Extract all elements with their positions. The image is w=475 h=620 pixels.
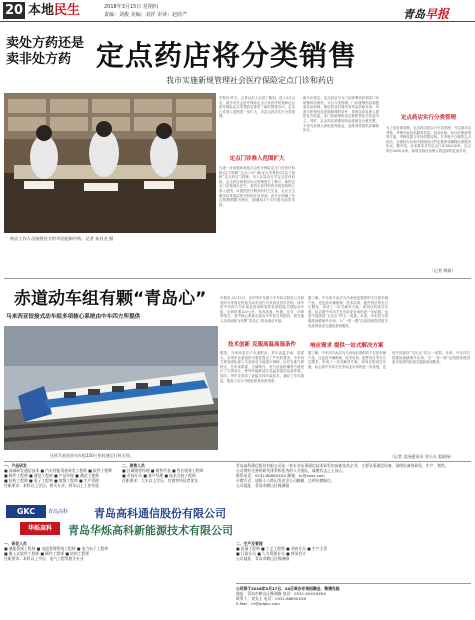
story2-section-head-1: 技术创新 克服高温高湿条件	[228, 342, 296, 348]
job-fair-line: 地址：青岛市崂山区株洲路 电话：0532-XXXXXXXX	[236, 591, 327, 596]
ad-row: ■ 储能系统工程师 ■ 电池管理系统工程师 ■ 电力电子工程师	[4, 546, 109, 551]
story1-kicker	[6, 36, 92, 68]
ad-row: ■ 结构工程师 ■ 电子工程师 ■ 射频工程师 ■ 生产管理	[4, 478, 99, 483]
gkc-sub: 青岛高科	[48, 509, 69, 515]
header-bar	[0, 0, 475, 22]
ad-row: 任职要求：本科以上学历，相关专业，两年以上工作经验	[4, 483, 99, 488]
story1-col3	[303, 96, 379, 276]
job-fair-line: E-Mail：hr@qdgkc.com	[236, 601, 280, 606]
pharmacy-photo	[4, 93, 216, 233]
story1-col4-text: 为了更好地管理，定点药店将实行分类管理，并实施动态考核。考核内容包括服务质量、药品价格、执行医保政策等方面，考核结果与年终清算挂钩。对考核不合格的定点药店，社保经办机构可按照协议约定暂停或解除医保服务协议。据介绍，目前我市共有定点门诊1800余家，定点药店3000余家，新规实施后参保人的选择将更加多样。	[386, 126, 471, 153]
ad-row: ■ 硬件工程师 ■ 通信工程师 ■ 产品经理 ■ 测试工程师	[4, 473, 99, 478]
story1-col2-text: 为进一步加强和规范社会医疗保险定点门诊医疗机构(以下简称“定点门诊”)和定点零售药店(以下简称“定点药店”)管理，市人社局近日对定点医疗机构、定点药店的相关协议管理进行了修订。新的定点门诊管理办法中，将符合条件的医疗机构均纳入准入范围，对提供医疗服务的村卫生室、社区卫生服务站等基层医疗机构开放申请。此外还明确了协议管理期限为两年，期满前3个月内提出续签申请。	[219, 166, 295, 207]
ad-block	[4, 463, 471, 618]
story2-author: （记者 吴泽通讯员 刘小凡 姜联杨）	[390, 454, 454, 459]
ad-row: ■ 嵌入式软件工程师 ■ 硬件工程师 ■ 结构工程师	[4, 551, 90, 556]
story2-col4-text: 据了解，中车四方此次为马来西亚提供的不仅是车辆产品，还包括车辆维保、技术培训、配件供应等全方位服务，形成了一站式解决方案。该项目的成功实施，标志着中车四方在东南亚市场的进一步拓展，也是中国高铁“走出去”的又一成果。未来，中车四方将继续深耕海外市场，为“一带一路”沿线国家提供更多优质的轨道交通装备和服务。	[308, 351, 470, 369]
ad-top-left	[4, 463, 119, 503]
job-fair-box	[236, 583, 471, 615]
gkc-logo	[6, 505, 46, 518]
ad-row: 公司地址：青岛市崂山区株洲路	[236, 556, 290, 561]
ad-bottom-left	[4, 541, 230, 581]
ad-row: ■ 市场专员 ■ 客户经理 ■ 技术支持工程师	[122, 473, 196, 478]
ad-top-middle	[122, 463, 232, 503]
ad-contact-line: 公司拥有完善的研发体系和优秀的人才团队，诚邀有志之士加入。	[236, 468, 347, 473]
ad-contact-line: 青岛高科通信股份有限公司是一家专业从事通信技术研发的高新技术企业，主要从事通信设备、网络设备的研发、生产、销售。	[236, 463, 449, 468]
ad-row: ■ 高端研发通信技术 ■ 汽车智能驾驶研发工程师 ■ 软件工程师	[4, 468, 112, 473]
story2-headline: 赤道动车组有颗“青岛心”	[14, 289, 207, 309]
story2-col3-text: 据了解，中车四方此次为马来西亚提供的不仅是车辆产品，还包括车辆维保、技术培训、配件供应等全方位服务，形成了一站式解决方案。该项目的成功实施，标志着中车四方在东南亚市场的进一步拓展，也是中国高铁“走出去”的又一成果。未来，中车四方将继续深耕海外市场，为“一带一路”沿线国家提供更多优质的轨道交通装备和服务。	[308, 296, 388, 328]
ad-top-left-head: 一、产品研发	[4, 463, 27, 468]
ad-row: 二、销售人员	[122, 463, 145, 468]
story2-section-head-2: 响应需求 提供一站式解决方案	[310, 343, 384, 349]
ad-row: 任职要求：大专以上学历，有销售经验者优先	[122, 478, 198, 483]
ad-row: ■ 区域销售经理 ■ 销售代表 ■ 售后服务工程师	[122, 468, 204, 473]
company-1-banner	[4, 505, 471, 519]
huashuo-logo	[20, 522, 60, 535]
header-rule	[0, 21, 475, 22]
story2-col3	[308, 296, 388, 330]
story2-col2-text: 据悉，马来西亚位于赤道附近，常年高温多雨，湿度大，对列车各系统的可靠性提出了严苛的要求。中车四方研发团队深入马来西亚当地进行调研，针对当地气候特点，在车体防腐、空调制冷、电气设备防潮等方面进行了专项设计，使列车能够适应高温高湿的运营环境。同时，列车还采用了铰接式转向架技术，减轻了车体重量，提高了运行平稳性和乘坐舒适度。	[220, 351, 304, 383]
huashuo-logo-text: 华烁高科	[27, 525, 52, 532]
ad-bottom-right	[236, 541, 471, 581]
story2-col1	[220, 296, 304, 334]
story1-subhead: 我市实施新规管理社会医疗保险定点门诊和药店	[166, 76, 334, 85]
story1-col2	[219, 166, 295, 270]
logo-text-1: 青岛	[403, 8, 425, 21]
job-fair-line: 公司将于2018年3月17日、24日举办专场招聘会，敬请光临	[236, 586, 340, 591]
section-name	[28, 3, 80, 19]
job-fair-line: 联系人：刘女士 电话：0532-8889XXXX	[236, 596, 307, 601]
section-main: 本地	[28, 3, 55, 18]
train-photo-caption: 这列马来西亚动车组120公里时速运行时无须。	[50, 453, 134, 458]
ad-contact-line: 公司地址：青岛市崂山区株洲路	[236, 483, 290, 488]
kicker-line-1: 卖处方药还是	[6, 36, 85, 51]
story2-col4	[308, 351, 470, 455]
story1-col3-text: 新办法规定，定点药店分为门诊统筹药店和非门诊统筹药店两类，实行分类管理。门诊统筹药店需配备执业药师，保证营业时间内有执业药师在岗；具备与医保信息系统联网的条件；按规定向参保人提供处方药品。非门诊统筹药店以销售非处方药品为主。同时，定点药店须做到药品进销存台账完整，不得为参保人套取医保基金，违规者将被依法解除协议。	[303, 96, 379, 133]
ad-row: ■ 质量工程师 ■ 工艺工程师 ■ 采购专员 ■ 生产主管	[236, 546, 328, 551]
story1-col1-text: 早报讯 昨天，记者从市人社局了解到，进入3月以后，我市对社会医疗保险定点门诊医疗机构和社会医疗保险定点零售药店使用了新的管理办法。定点门诊准入范围进一步扩大，对定点药店实行分类管理。	[219, 96, 295, 119]
company-2-name: 青岛华烁高科新能源技术有限公司	[68, 524, 233, 537]
story-divider	[4, 278, 471, 279]
header-date: 2018年3月15日 星期四	[104, 4, 158, 10]
story1-section-head-2: 定点药店实行分类管理	[400, 115, 456, 121]
story1-section-head-1: 定点门诊准入范围扩大	[229, 156, 285, 162]
ad-row: ■ 行政专员 ■ 人力资源专员 ■ 财务会计	[236, 551, 306, 556]
newspaper-logo	[403, 3, 469, 19]
header-editors: 责编：刘俊 美编：刘祥 审读：赵欣严	[104, 12, 188, 18]
story1-headline: 定点药店将分类销售	[96, 39, 358, 72]
ad-divider	[4, 461, 471, 462]
story2-col1-text: 早报讯 3月13日，由中国中车旗下中车四方股份公司研发的马来西亚铰接式动车组在马来西亚首次亮相。该车是中车四方为东南亚国家研发的首款铰接式城际动车组，运营时速120公里，具有高速、快捷、安全、环保等特点，其中核心系统全部由中车四方所提供，被当地人亲切地称为有颗“青岛心”的赤道动车组。	[220, 296, 304, 323]
story1-author: （记者 林娟）	[430, 268, 456, 273]
ad-row: 二、生产及管理	[236, 541, 263, 546]
story1-col1	[219, 96, 295, 148]
ad-contact-block	[236, 463, 471, 503]
kicker-line-2: 卖非处方药	[6, 52, 72, 67]
page-number: 20	[4, 3, 24, 18]
gkc-logo-text: GKC	[16, 507, 36, 516]
ad-contact-line: 联系电话：0532-8888XXXX 邮箱：hr@xxxx.com	[236, 473, 325, 478]
pharmacy-photo-caption: 药店工作人员按照处方给市民配制中药。记者 孙启龙 摄	[10, 236, 114, 241]
section-accent: 民生	[54, 3, 81, 18]
ad-row: 一、研发人员	[4, 541, 27, 546]
train-photo	[4, 326, 218, 450]
company-2-banner	[4, 521, 471, 537]
story2-subhead: 马来西亚铰接式动车组多项核心系统由中车四方所提供	[6, 314, 141, 320]
ad-row: 任职要求：本科以上学历，电气工程等相关专业	[4, 556, 84, 561]
story2-col2	[220, 351, 304, 459]
company-1-name: 青岛高科通信股份有限公司	[94, 507, 226, 520]
logo-text-2: 早报	[425, 7, 450, 21]
ad-contact-line: 应聘方式：请将个人简历发送至公司邮箱，注明应聘职位。	[236, 478, 335, 483]
story1-col4	[386, 126, 471, 266]
